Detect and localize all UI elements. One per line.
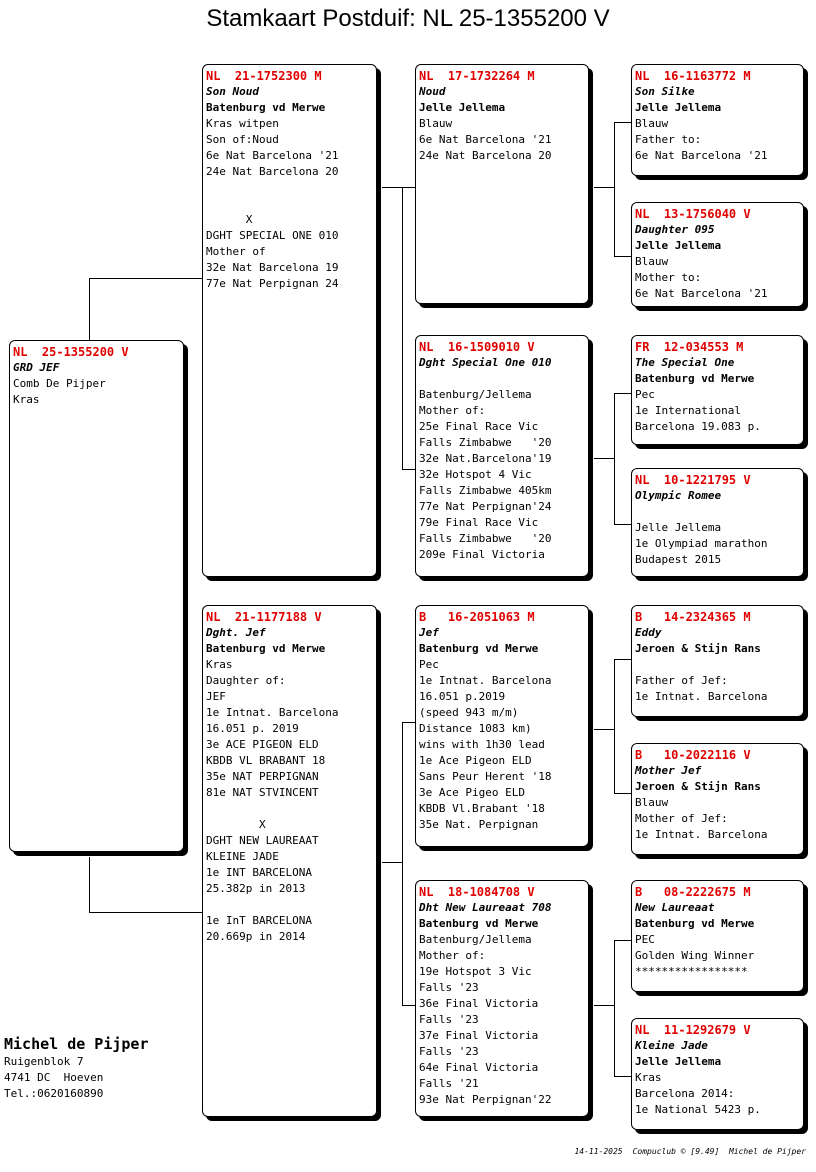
pigeon-info-line: Jelle Jellema <box>635 239 722 252</box>
connector-line <box>89 857 90 912</box>
pigeon-info-line: Jeroen & Stijn Rans <box>635 642 761 655</box>
pigeon-info-line: 19e Hotspot 3 Vic <box>419 965 532 978</box>
connector-line <box>614 122 632 123</box>
pigeon-info-line: 3e ACE PIGEON ELD <box>206 738 319 751</box>
ring-number: NL 18-1084708 V <box>419 885 535 899</box>
pigeon-info-line: 24e Nat Barcelona 20 <box>206 165 339 178</box>
pigeon-info-line: 93e Nat Perpignan'22 <box>419 1093 552 1106</box>
pigeon-name: Son Noud <box>206 85 259 98</box>
connector-line <box>89 912 204 913</box>
pigeon-card-mfm[interactable] <box>631 743 804 855</box>
pigeon-info-line: 36e Final Victoria <box>419 997 539 1010</box>
connector-line <box>594 1005 614 1006</box>
connector-line <box>382 862 402 863</box>
pigeon-info-line: DGHT SPECIAL ONE 010 <box>206 229 339 242</box>
pigeon-info-line <box>419 371 588 387</box>
pigeon-name: Noud <box>419 85 446 98</box>
pigeon-info-line: Mother of: <box>419 949 486 962</box>
pigeon-name: Dght Special One 010 <box>419 356 552 369</box>
owner-city: 4741 DC Hoeven <box>4 1071 104 1084</box>
pigeon-card-maternal-grandfather[interactable] <box>415 605 589 847</box>
pigeon-info-line: Mother of: <box>419 404 486 417</box>
ring-number: FR 12-034553 M <box>635 340 744 354</box>
pigeon-info-line: Batenburg vd Merwe <box>419 642 539 655</box>
pigeon-info-line: Jelle Jellema <box>419 101 506 114</box>
pigeon-info-line: Falls '23 <box>419 981 479 994</box>
pigeon-info-line: 1e International <box>635 404 741 417</box>
connector-line <box>382 187 402 188</box>
pigeon-info-line: 25.382p in 2013 <box>206 882 306 895</box>
connector-line <box>402 187 403 469</box>
pigeon-info-line: KBDB Vl.Brabant '18 <box>419 802 545 815</box>
ring-number: NL 10-1221795 V <box>635 473 751 487</box>
pigeon-info-line: ***************** <box>635 965 748 978</box>
owner-name: Michel de Pijper <box>4 1035 149 1053</box>
pigeon-card-mff[interactable] <box>631 605 804 717</box>
pigeon-info-line: Pec <box>419 658 439 671</box>
pigeon-info-line: KLEINE JADE <box>206 850 279 863</box>
pigeon-info-line: 35e Nat. Perpignan <box>419 818 539 831</box>
pigeon-info-line: Batenburg vd Merwe <box>635 917 755 930</box>
pigeon-name: Eddy <box>635 626 662 639</box>
pigeon-info-line: Blauw <box>635 255 669 268</box>
pigeon-info-line: Daughter of: <box>206 674 286 687</box>
pigeon-card-mmm[interactable] <box>631 1018 804 1130</box>
pigeon-info-line: Comb De Pijper <box>13 377 106 390</box>
pigeon-name: Jef <box>419 626 439 639</box>
pigeon-info-line: X <box>206 213 253 226</box>
connector-line <box>614 256 632 257</box>
pigeon-info-line: 1e National 5423 p. <box>635 1103 761 1116</box>
pigeon-info-line: Falls '23 <box>419 1045 479 1058</box>
pigeon-info-line: 1e Intnat. Barcelona <box>419 674 552 687</box>
connector-line <box>614 393 632 394</box>
pigeon-name: GRD JEF <box>13 361 60 374</box>
pigeon-name: The Special One <box>635 356 735 369</box>
pigeon-info-line: 1e Intnat. Barcelona <box>635 690 768 703</box>
pigeon-info-line: Father of Jef: <box>635 674 728 687</box>
pigeon-card-fmf[interactable] <box>631 335 804 445</box>
pigeon-info-line: 6e Nat Barcelona '21 <box>419 133 552 146</box>
connector-line <box>614 524 632 525</box>
pigeon-card-father[interactable] <box>202 64 377 577</box>
ring-number: NL 16-1509010 V <box>419 340 535 354</box>
pigeon-info-line: 24e Nat Barcelona 20 <box>419 149 552 162</box>
connector-line <box>594 187 614 188</box>
connector-line <box>402 187 416 188</box>
connector-line <box>594 458 614 459</box>
pigeon-info-line: Batenburg vd Merwe <box>206 642 326 655</box>
pigeon-info-line: JEF <box>206 690 226 703</box>
pigeon-info-line: Son of:Noud <box>206 133 279 146</box>
page-title: Stamkaart Postduif: NL 25-1355200 V <box>206 5 610 32</box>
connector-line <box>614 1076 632 1077</box>
pigeon-info-line: 1e Intnat. Barcelona <box>635 828 768 841</box>
pigeon-info-line: Batenburg/Jellema <box>419 388 532 401</box>
pigeon-info-line: 6e Nat Barcelona '21 <box>206 149 339 162</box>
pigeon-info-line: 20.669p in 2014 <box>206 930 306 943</box>
pigeon-info-line: 77e Nat Perpignan 24 <box>206 277 339 290</box>
connector-line <box>402 722 403 1005</box>
pigeon-info-line: Barcelona 19.083 p. <box>635 420 761 433</box>
pigeon-info-line: Golden Wing Winner <box>635 949 755 962</box>
pigeon-name: Dght. Jef <box>206 626 266 639</box>
pigeon-card-paternal-grandmother[interactable] <box>415 335 589 577</box>
pigeon-info-line: 81e NAT STVINCENT <box>206 786 319 799</box>
pigeon-info-line <box>635 504 803 520</box>
pigeon-info-line: 37e Final Victoria <box>419 1029 539 1042</box>
ring-number: NL 13-1756040 V <box>635 207 751 221</box>
pigeon-name: Olympic Romee <box>635 489 722 502</box>
pigeon-info-line: Batenburg vd Merwe <box>419 917 539 930</box>
pigeon-info-line: Barcelona 2014: <box>635 1087 735 1100</box>
pigeon-info-line: KBDB VL BRABANT 18 <box>206 754 326 767</box>
pigeon-info-line: 6e Nat Barcelona '21 <box>635 149 768 162</box>
pigeon-info-line: Batenburg vd Merwe <box>206 101 326 114</box>
owner-block <box>4 1034 149 1102</box>
pigeon-name: Kleine Jade <box>635 1039 708 1052</box>
footer <box>565 1138 816 1156</box>
pigeon-info-line: Father to: <box>635 133 702 146</box>
connector-line <box>402 722 416 723</box>
pigeon-card-mother[interactable] <box>202 605 377 1117</box>
footer-software: Compuclub © [9.49] Michel de Pijper <box>632 1147 806 1156</box>
connector-line <box>594 729 614 730</box>
pigeon-card-mmf[interactable] <box>631 880 804 992</box>
pigeon-info-line: Batenburg vd Merwe <box>635 372 755 385</box>
pigeon-card-maternal-grandmother[interactable] <box>415 880 589 1117</box>
pigeon-card-fmm[interactable] <box>631 468 804 577</box>
pigeon-info-line: PEC <box>635 933 655 946</box>
pigeon-info-line: 77e Nat Perpignan'24 <box>419 500 552 513</box>
pigeon-info-line: 1e INT BARCELONA <box>206 866 312 879</box>
pigeon-card-ffm[interactable] <box>631 202 804 307</box>
pigeon-info-line: Budapest 2015 <box>635 553 722 566</box>
pigeon-card-subject[interactable] <box>9 340 184 852</box>
pigeon-card-paternal-grandfather[interactable] <box>415 64 589 304</box>
pigeon-info-line: Batenburg/Jellema <box>419 933 532 946</box>
pigeon-info-line <box>635 657 803 673</box>
ring-number: NL 11-1292679 V <box>635 1023 751 1037</box>
pigeon-info-line: Falls Zimbabwe 405km <box>419 484 552 497</box>
pigeon-info-line: Kras <box>13 393 40 406</box>
pigeon-info-line: 32e Nat Barcelona 19 <box>206 261 339 274</box>
pigeon-info-line: 79e Final Race Vic <box>419 516 539 529</box>
pigeon-info-line: Blauw <box>635 796 669 809</box>
pigeon-info-line: Pec <box>635 388 655 401</box>
pigeon-info-line: Falls Zimbabwe '20 <box>419 436 552 449</box>
pigeon-info-line: (speed 943 m/m) <box>419 706 519 719</box>
pigeon-info-line: 1e InT BARCELONA <box>206 914 312 927</box>
pigeon-info-line <box>206 897 376 913</box>
pigeon-info-line: 16.051 p.2019 <box>419 690 506 703</box>
pigeon-info-line: Jelle Jellema <box>635 101 722 114</box>
connector-line <box>614 659 632 660</box>
ring-number: B 10-2022116 V <box>635 748 751 762</box>
pigeon-info-line: Falls '21 <box>419 1077 479 1090</box>
pigeon-info-line: 32e Hotspot 4 Vic <box>419 468 532 481</box>
pigeon-info-line: Sans Peur Herent '18 <box>419 770 552 783</box>
ring-number: NL 21-1752300 M <box>206 69 322 83</box>
pigeon-info-line: 64e Final Victoria <box>419 1061 539 1074</box>
pigeon-info-line: 1e Olympiad marathon <box>635 537 768 550</box>
pigeon-info-line: Mother to: <box>635 271 702 284</box>
ring-number: B 16-2051063 M <box>419 610 535 624</box>
pigeon-info-line: Blauw <box>419 117 453 130</box>
connector-line <box>614 393 615 524</box>
pigeon-info-line: DGHT NEW LAUREAAT <box>206 834 319 847</box>
connector-line <box>89 278 204 279</box>
pigeon-name: Daughter 095 <box>635 223 715 236</box>
pigeon-info-line: 25e Final Race Vic <box>419 420 539 433</box>
owner-phone: Tel.:0620160890 <box>4 1087 104 1100</box>
connector-line <box>89 278 90 340</box>
pigeon-info-line: Falls '23 <box>419 1013 479 1026</box>
pigeon-info-line: Falls Zimbabwe '20 <box>419 532 552 545</box>
connector-line <box>614 793 632 794</box>
pigeon-name: Son Silke <box>635 85 695 98</box>
pigeon-info-line: 32e Nat.Barcelona'19 <box>419 452 552 465</box>
pigeon-info-line: Blauw <box>635 117 669 130</box>
pigeon-info-line: Kras <box>635 1071 662 1084</box>
pigeon-info-line: Jelle Jellema <box>635 1055 722 1068</box>
pigeon-name: New Laureaat <box>635 901 715 914</box>
pigeon-info-line: Jelle Jellema <box>635 521 722 534</box>
pigeon-name: Dht New Laureaat 708 <box>419 901 552 914</box>
pigeon-info-line <box>206 801 376 817</box>
pigeon-info-line: Kras witpen <box>206 117 279 130</box>
pigeon-info-line: 35e NAT PERPIGNAN <box>206 770 319 783</box>
pigeon-info-line: wins with 1h30 lead <box>419 738 545 751</box>
pigeon-info-line: Jeroen & Stijn Rans <box>635 780 761 793</box>
pigeon-info-line <box>206 196 376 212</box>
owner-street: Ruigenblok 7 <box>4 1055 84 1068</box>
pigeon-info-line: 1e Intnat. Barcelona <box>206 706 339 719</box>
pigeon-info-line: 209e Final Victoria <box>419 548 545 561</box>
connector-line <box>402 469 416 470</box>
pigeon-info-line: Mother of Jef: <box>635 812 728 825</box>
pigeon-info-line: X <box>206 818 266 831</box>
pigeon-info-line: Kras <box>206 658 233 671</box>
footer-date: 14-11-2025 <box>574 1147 623 1156</box>
ring-number: B 08-2222675 M <box>635 885 751 899</box>
ring-number: NL 16-1163772 M <box>635 69 751 83</box>
pigeon-card-fff[interactable] <box>631 64 804 176</box>
pigeon-info-line: 6e Nat Barcelona '21 <box>635 287 768 300</box>
connector-line <box>614 659 615 793</box>
pigeon-info-line: Distance 1083 km) <box>419 722 532 735</box>
ring-number: NL 25-1355200 V <box>13 345 129 359</box>
connector-line <box>614 122 615 256</box>
connector-line <box>402 1005 416 1006</box>
pigeon-name: Mother Jef <box>635 764 702 777</box>
ring-number: B 14-2324365 M <box>635 610 751 624</box>
pigeon-info-line: 1e Ace Pigeon ELD <box>419 754 532 767</box>
pigeon-info-line <box>206 180 376 196</box>
connector-line <box>614 940 615 1076</box>
pigeon-info-line: 16.051 p. 2019 <box>206 722 299 735</box>
ring-number: NL 21-1177188 V <box>206 610 322 624</box>
connector-line <box>614 940 632 941</box>
pigeon-info-line: Mother of <box>206 245 266 258</box>
ring-number: NL 17-1732264 M <box>419 69 535 83</box>
pigeon-info-line: 3e Ace Pigeo ELD <box>419 786 525 799</box>
